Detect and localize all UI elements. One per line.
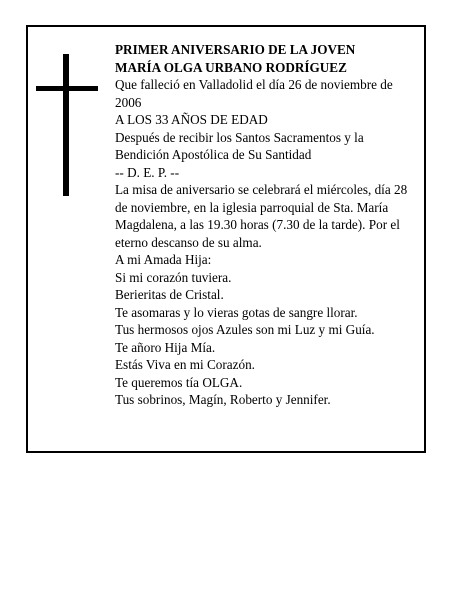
notice-title-line-1: PRIMER ANIVERSARIO DE LA JOVEN bbox=[115, 42, 356, 57]
poem-line: Berieritas de Cristal. bbox=[115, 287, 224, 302]
death-statement: Que falleció en Valladolid el día 26 de noviembre de 2006 bbox=[115, 77, 393, 110]
poem-line: Te añoro Hija Mía. bbox=[115, 339, 216, 355]
poem-line: Tus hermosos ojos Azules son mi Luz y mi Guía. bbox=[115, 322, 375, 337]
poem-line: Estás Viva en mi Corazón. bbox=[115, 357, 255, 372]
poem-signature: Tus sobrinos, Magín, Roberto y Jennifer. bbox=[115, 392, 331, 407]
dep-line: -- D. E. P. -- bbox=[115, 164, 180, 180]
poem-line: Si mi corazón tuviera. bbox=[115, 269, 232, 285]
sacraments-statement: Después de recibir los Santos Sacramentos y la Bendición Apostólica de Su Santidad bbox=[115, 129, 364, 162]
age-statement: A LOS 33 AÑOS DE EDAD bbox=[115, 112, 268, 127]
cross-horizontal-bar bbox=[36, 86, 98, 91]
mass-announcement: La misa de aniversario se celebrará el miércoles, día 28 de noviembre, en la iglesia parroquial de Sta. María Magdalena, a las 19.30 horas (7.30 de la tarde). Por el eterno descanso de su alma. bbox=[115, 182, 408, 250]
cross-vertical-bar bbox=[63, 54, 69, 196]
poem-line: Te asomaras y lo vieras gotas de sangre llorar. bbox=[115, 304, 358, 320]
cross-icon bbox=[36, 54, 98, 196]
poem-line: Te queremos tía OLGA. bbox=[115, 374, 243, 390]
notice-text bbox=[115, 41, 415, 409]
poem-line: A mi Amada Hija: bbox=[115, 252, 212, 267]
obituary-notice bbox=[26, 25, 426, 453]
notice-title-line-2: MARÍA OLGA URBANO RODRÍGUEZ bbox=[115, 59, 347, 75]
